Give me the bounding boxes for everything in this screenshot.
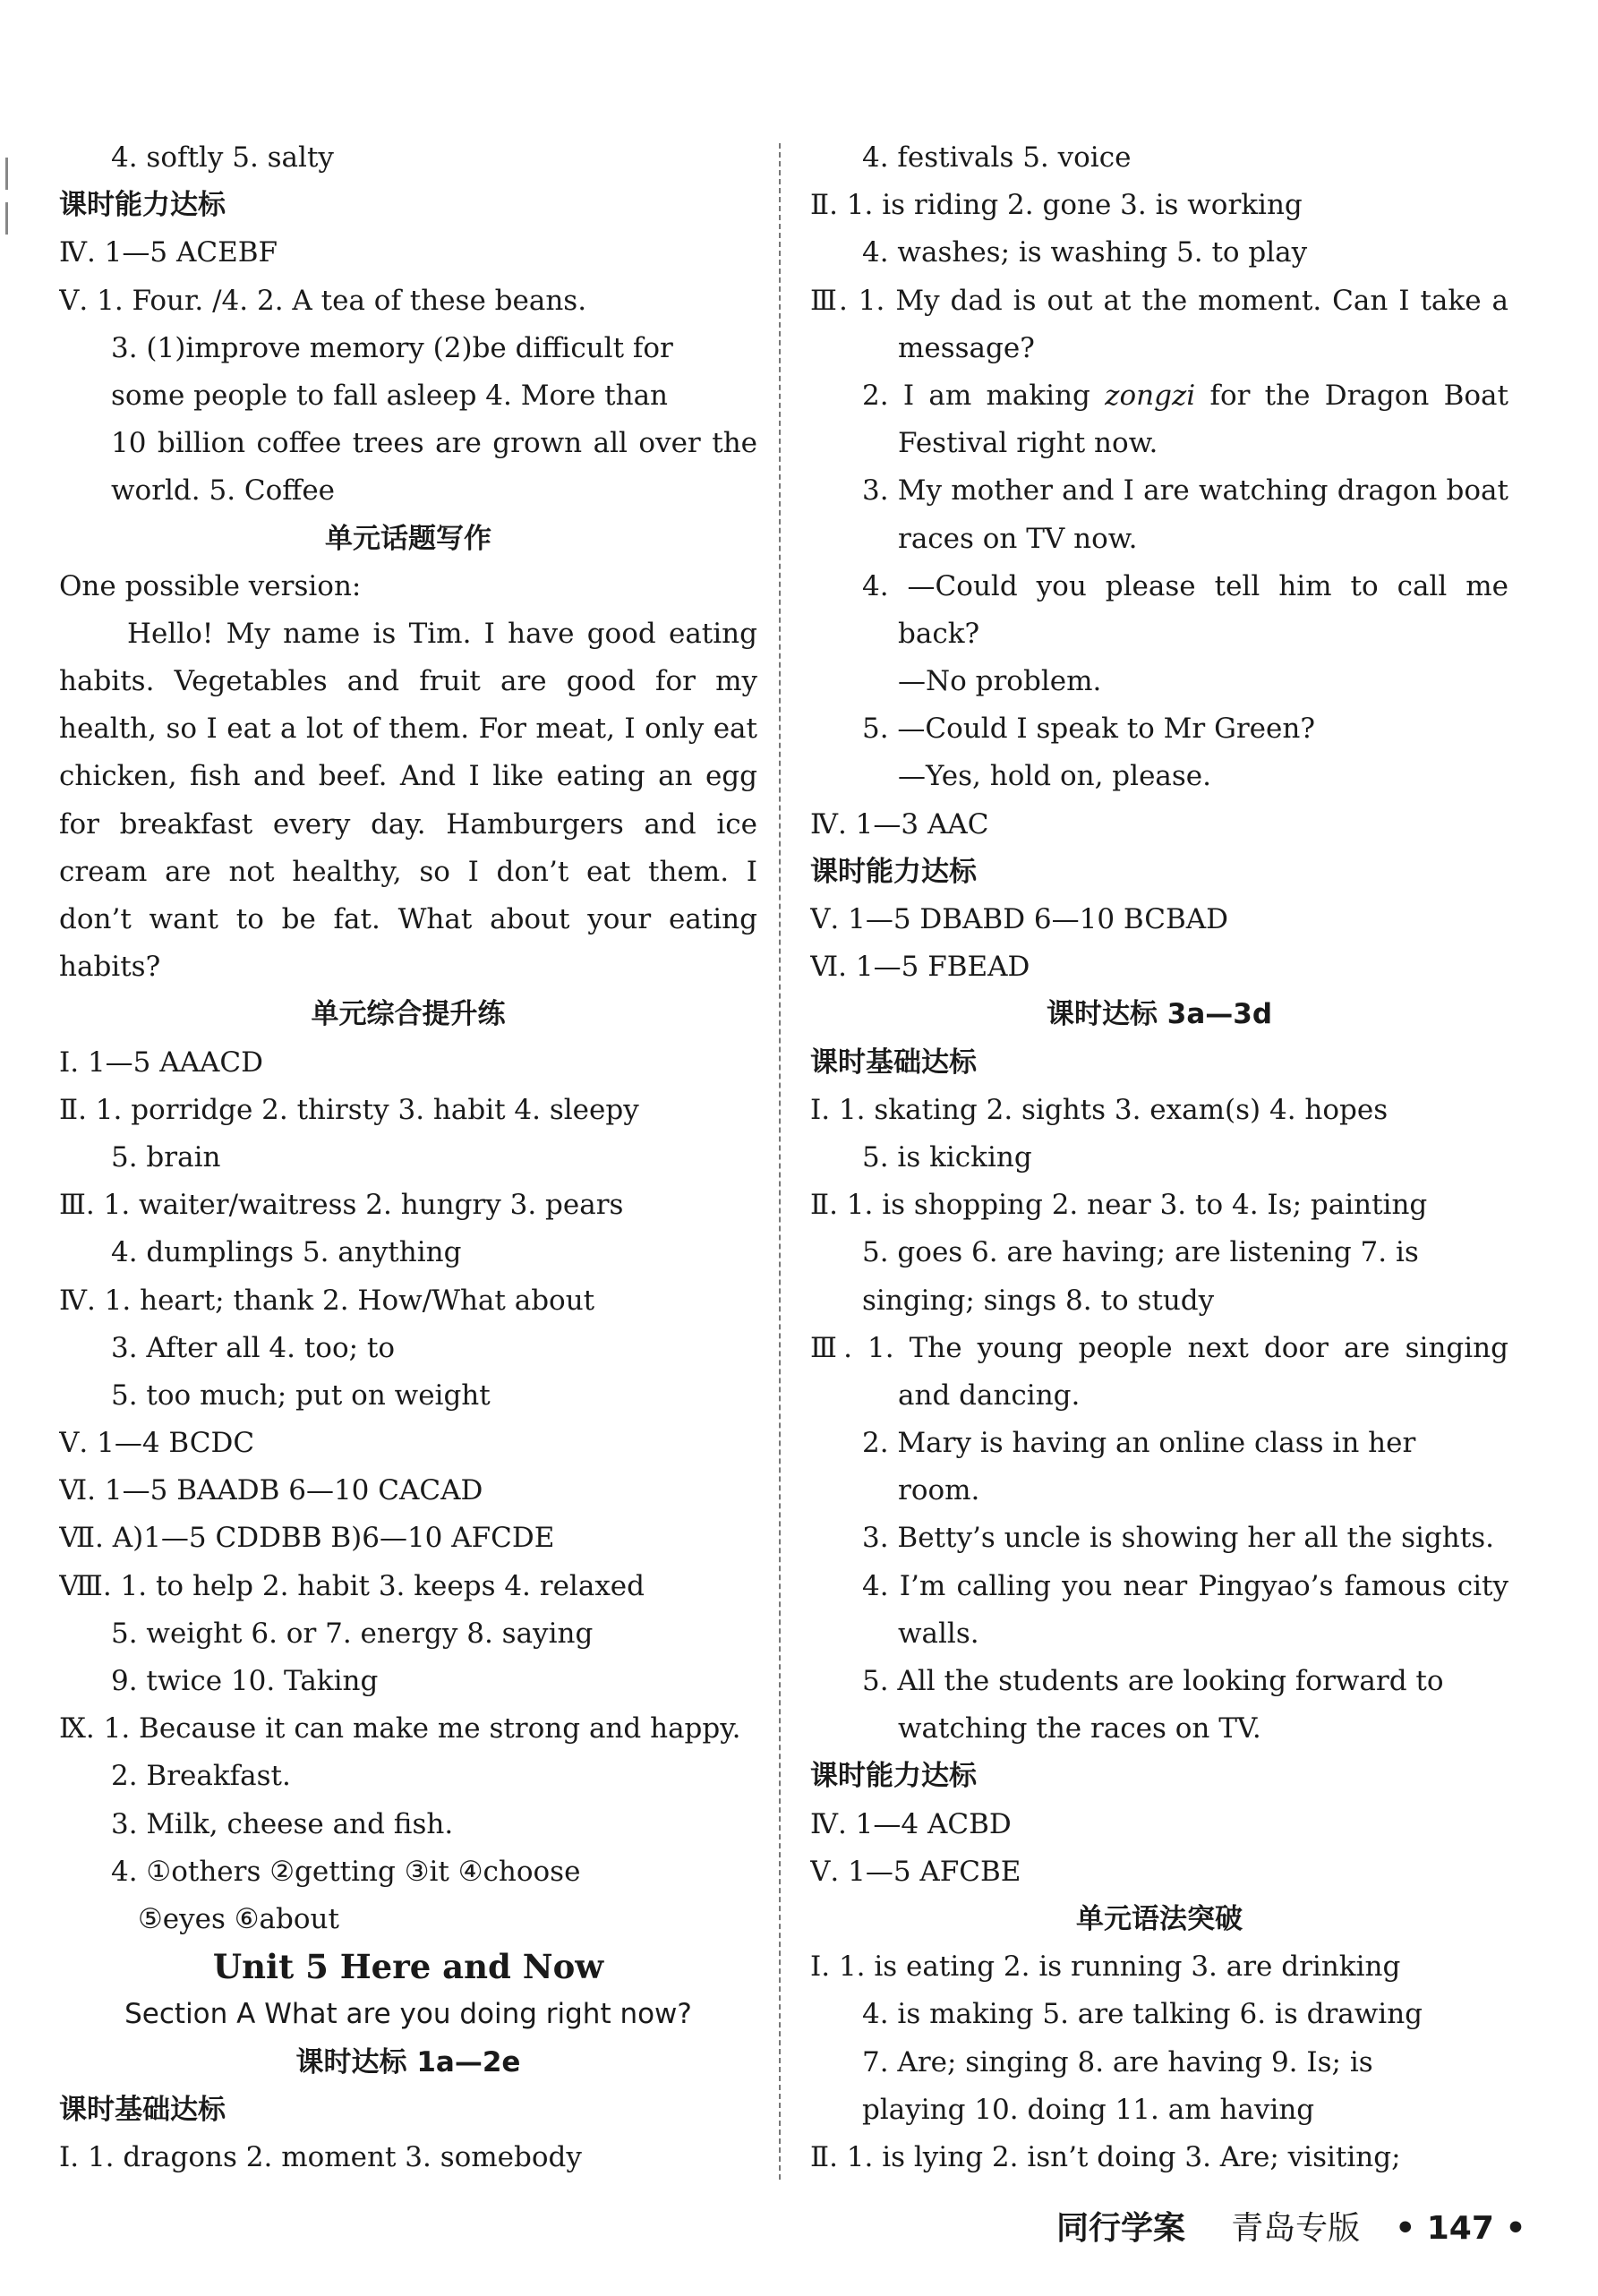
answer-line: Ⅴ. 1—5 DBABD 6—10 BCBAD (810, 903, 1229, 935)
answer-line: 5. is kicking (862, 1140, 1032, 1174)
answer-line: for breakfast every day. Hamburgers and ice (59, 807, 757, 841)
page-number: • 147 • (1395, 2210, 1526, 2247)
section-heading: 课时基础达标 (810, 1046, 977, 1079)
answer-line: 4. is making 5. are talking 6. is drawing (862, 1998, 1423, 2031)
answer-line: cream are not healthy, so I don’t eat them. I (59, 855, 757, 888)
answer-line: and dancing. (898, 1378, 1081, 1412)
answer-line: Ⅵ. 1—5 BAADB 6—10 CACAD (59, 1474, 483, 1507)
answer-line: 5. weight 6. or 7. energy 8. saying (111, 1617, 594, 1650)
answer-line: Ⅰ. 1. skating 2. sights 3. exam(s) 4. hopes (810, 1093, 1389, 1126)
answer-line: Ⅰ. 1—5 AAACD (59, 1046, 263, 1079)
answer-line: 2. Mary is having an online class in her (862, 1427, 1416, 1460)
answer-line: 4. ①others ②getting ③it ④choose (111, 1855, 581, 1888)
answer-line: Ⅷ. 1. to help 2. habit 3. keeps 4. relaxed (59, 1569, 645, 1602)
answer-line: Ⅰ. 1. dragons 2. moment 3. somebody (59, 2140, 582, 2173)
answer-line: habits? (59, 951, 161, 984)
section-heading: 单元话题写作 (325, 522, 491, 555)
answer-line: 3. After all 4. too; to (111, 1331, 396, 1364)
answer-line: Ⅸ. 1. Because it can make me strong and happy. (59, 1712, 741, 1745)
answer-line: 5. All the students are looking forward to (862, 1665, 1444, 1697)
answer-line: Ⅳ. 1—5 ACEBF (59, 236, 278, 269)
page-edge-mark (5, 158, 8, 190)
answer-line: Ⅲ. 1. My dad is out at the moment. Can I take a (810, 284, 1508, 317)
answer-line: message? (898, 331, 1035, 364)
answer-line: 4. dumplings 5. anything (111, 1236, 462, 1269)
answer-line: 5. too much; put on weight (111, 1378, 491, 1412)
answer-line: Ⅱ. 1. porridge 2. thirsty 3. habit 4. sleepy (59, 1093, 639, 1126)
answer-line: ⑤eyes ⑥about (138, 1902, 339, 1935)
page-edge-mark (5, 202, 8, 235)
answer-line: Ⅶ. A)1—5 CDDBB B)6—10 AFCDE (59, 1522, 555, 1555)
answer-line: habits. Vegetables and fruit are good for my (59, 665, 757, 698)
answer-line: Festival right now. (898, 427, 1158, 460)
answer-line: 4. festivals 5. voice (862, 141, 1132, 174)
answer-line: 3. Betty’s uncle is showing her all the sights. (862, 1522, 1494, 1555)
answer-line: One possible version: (59, 569, 362, 602)
answer-line: health, so I eat a lot of them. For meat, I only eat (59, 713, 757, 746)
section-heading: 课时达标 3a—3d (1046, 998, 1273, 1031)
answer-line: 5. —Could I speak to Mr Green? (862, 713, 1315, 746)
section-heading: 单元语法突破 (1076, 1902, 1243, 1935)
left-column (59, 134, 757, 2181)
answer-line: Ⅳ. 1—3 AAC (810, 807, 989, 841)
answer-line: 10 billion coffee trees are grown all over the (111, 427, 757, 460)
section-heading: 课时能力达标 (810, 1760, 977, 1793)
section-heading: 课时能力达标 (810, 855, 977, 888)
page-footer (1056, 2204, 1526, 2254)
answer-line: Hello! My name is Tim. I have good eating (127, 617, 757, 650)
column-divider (779, 143, 781, 2180)
answer-line: 4. I’m calling you near Pingyao’s famous city (862, 1569, 1508, 1602)
answer-line: back? (898, 617, 980, 650)
answer-line: room. (898, 1474, 980, 1507)
answer-line: 5. brain (111, 1140, 221, 1174)
answer-line: 3. (1)improve memory (2)be difficult for (111, 331, 673, 364)
answer-line: walls. (898, 1617, 979, 1650)
footer-book-title: 同行学案 (1056, 2210, 1186, 2247)
answer-line: 9. twice 10. Taking (111, 1665, 379, 1697)
section-title: Section A What are you doing right now? (124, 1998, 692, 2031)
answer-line: —No problem. (898, 665, 1102, 698)
answer-line: world. 5. Coffee (111, 474, 336, 508)
section-heading: 课时基础达标 (59, 2093, 226, 2126)
answer-line: races on TV now. (898, 522, 1138, 555)
answer-line: watching the races on TV. (898, 1712, 1261, 1745)
answer-line: —Yes, hold on, please. (898, 760, 1212, 793)
answer-line: Ⅳ. 1—4 ACBD (810, 1807, 1012, 1840)
answer-line: don’t want to be fat. What about your eating (59, 903, 757, 935)
answer-line: Ⅴ. 1. Four. /4. 2. A tea of these beans. (59, 284, 587, 317)
answer-line: singing; sings 8. to study (862, 1284, 1215, 1317)
section-heading: 课时达标 1a—2e (295, 2045, 521, 2078)
answer-line: Ⅰ. 1. is eating 2. is running 3. are drinking (810, 1950, 1401, 1984)
answer-line: Ⅳ. 1. heart; thank 2. How/What about (59, 1284, 595, 1317)
answer-line: 3. My mother and I are watching dragon boat (862, 474, 1508, 508)
answer-line: Ⅲ. 1. The young people next door are singing (810, 1331, 1508, 1364)
answer-line: Ⅱ. 1. is lying 2. isn’t doing 3. Are; visiting; (810, 2140, 1401, 2173)
answer-line: chicken, fish and beef. And I like eating an egg (59, 760, 757, 793)
footer-edition: 青岛专版 (1231, 2210, 1361, 2247)
answer-line: Ⅲ. 1. waiter/waitress 2. hungry 3. pears (59, 1189, 624, 1222)
answer-line: 2. Breakfast. (111, 1760, 291, 1793)
answer-line: 3. Milk, cheese and fish. (111, 1807, 454, 1840)
answer-line: playing 10. doing 11. am having (862, 2093, 1315, 2126)
unit-title: Unit 5 Here and Now (212, 1947, 604, 1987)
answer-line: Ⅱ. 1. is shopping 2. near 3. to 4. Is; painting (810, 1189, 1428, 1222)
answer-line: Ⅱ. 1. is riding 2. gone 3. is working (810, 189, 1303, 222)
section-heading: 单元综合提升练 (311, 998, 506, 1031)
answer-line: 4. softly 5. salty (111, 141, 334, 174)
answer-line: Ⅴ. 1—4 BCDC (59, 1427, 255, 1460)
answer-line: 5. goes 6. are having; are listening 7. is (862, 1236, 1419, 1269)
answer-line: 7. Are; singing 8. are having 9. Is; is (862, 2045, 1373, 2078)
answer-line: Ⅴ. 1—5 AFCBE (810, 1855, 1021, 1888)
answer-line: Ⅵ. 1—5 FBEAD (810, 951, 1030, 984)
answer-line: some people to fall asleep 4. More than (111, 379, 669, 412)
section-heading: 课时能力达标 (59, 189, 226, 222)
answer-line: 4. washes; is washing 5. to play (862, 236, 1308, 269)
answer-line: 2. I am making zongzi for the Dragon Boat (862, 379, 1508, 412)
answer-line: 4. —Could you please tell him to call me (862, 569, 1508, 602)
right-column (810, 134, 1508, 2181)
